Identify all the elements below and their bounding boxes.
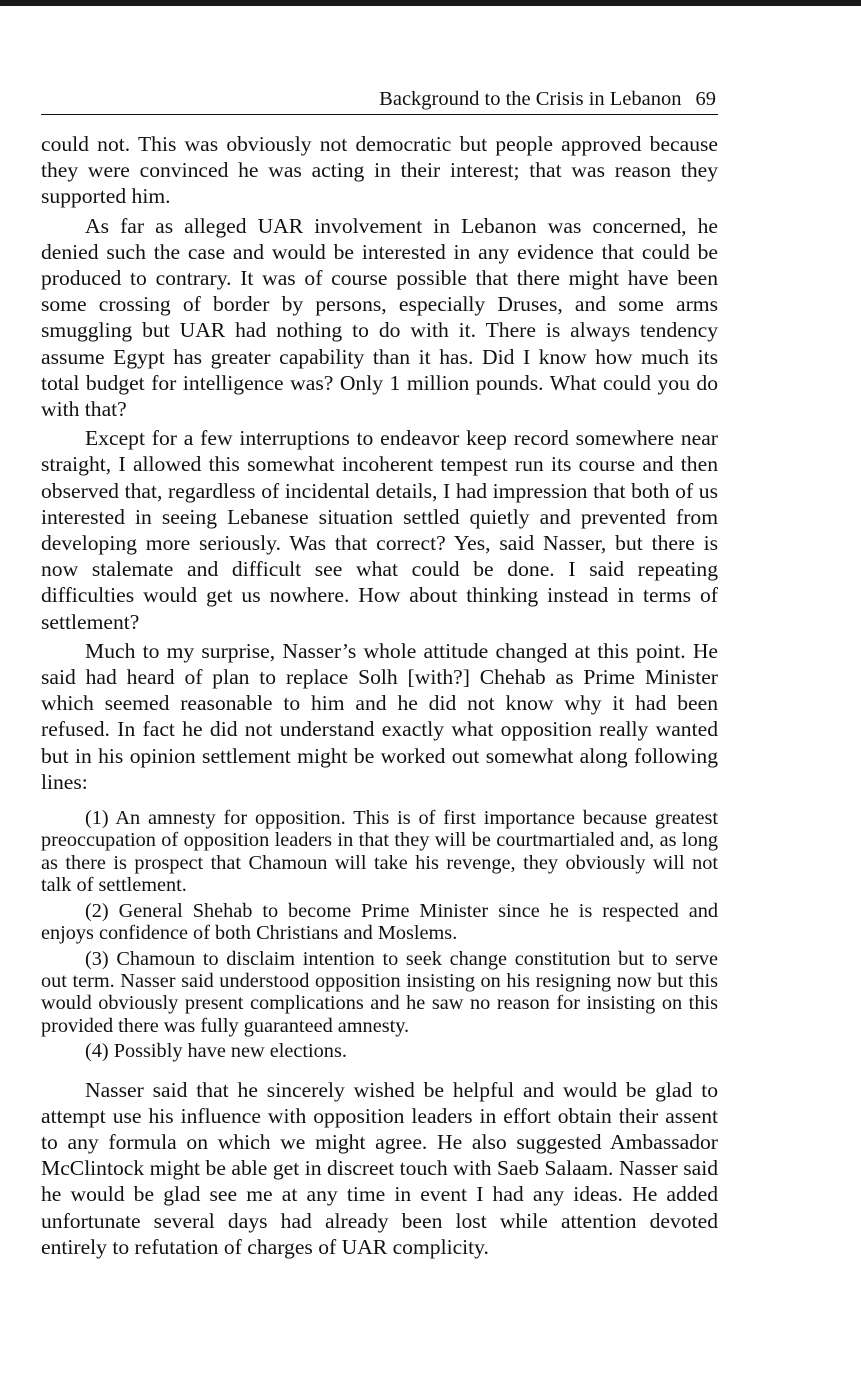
running-head: [41, 86, 718, 115]
list-item-shehab: (2) General Shehab to become Prime Minister since he is respected and enjoys confidence of both Christians and Moslems.: [41, 899, 718, 945]
page-number: 69: [695, 88, 716, 110]
list-item-amnesty: (1) An amnesty for opposition. This is of first importance because greatest preoccupation of opposition leaders in that they will be courtmartialed and, as long as there is prospect that Chamoun will take his revenge, they obviously will not talk of settlement.: [41, 807, 718, 897]
list-item-chamoun: (3) Chamoun to disclaim intention to seek change constitution but to serve out term. Nasser said understood opposition insisting on his resigning now but this would obviously present complications and he saw no reason for insisting on this provided there was fully guaranteed amnesty.: [41, 947, 718, 1037]
scan-top-edge: [0, 0, 861, 6]
running-head-title: Background to the Crisis in Lebanon: [379, 88, 682, 110]
body-text: [41, 131, 718, 1260]
paragraph-continued: could not. This was obviously not democratic but people approved because they were convinced he was acting in their interest; that was reason they supported him.: [41, 132, 718, 209]
paragraph-uar-involvement: As far as alleged UAR involvement in Lebanon was concerned, he denied such the case and would be interested in any evidence that could be produced to contrary. It was of course possible that there might have been some crossing of border by persons, especially Druses, and some arms smuggling but UAR had nothing to do with it. There is always tendency assume Egypt has greater capability than it has. Did I know how much its total budget for intelligence was? Only 1 million pounds. What could you do with that?: [41, 213, 718, 422]
paragraph-attitude-change: Much to my surprise, Nasser’s whole attitude changed at this point. He said had heard of plan to replace Solh [with?] Chehab as Prime Minister which seemed reasonable to him and he did not know why it had been refused. In fact he did not understand exactly what opposition really wanted but in his opinion settlement might be worked out somewhat along following lines:: [41, 638, 718, 794]
paragraph-closing: Nasser said that he sincerely wished be helpful and would be glad to attempt use his influence with opposition leaders in effort obtain their assent to any formula on which we might agree. He also suggested Ambassador McClintock might be able get in discreet touch with Saeb Salaam. Nasser said he would be glad see me at any time in event I had any ideas. He added unfortunate several days had already been lost while attention devoted entirely to refutation of charges of UAR complicity.: [41, 1077, 718, 1259]
settlement-list: [41, 807, 718, 1062]
book-page: [41, 86, 718, 1260]
paragraph-tempest: Except for a few interruptions to endeavor keep record somewhere near straight, I allowed this somewhat incoherent tempest run its course and then observed that, regardless of incidental details, I had impression that both of us interested in seeing Lebanese situation settled quietly and prevented from developing more seriously. Was that correct? Yes, said Nasser, but there is now stalemate and difficult see what could be done. I said repeating difficulties would get us nowhere. How about thinking instead in terms of settlement?: [41, 426, 718, 634]
list-item-elections: (4) Possibly have new elections.: [85, 1040, 347, 1063]
